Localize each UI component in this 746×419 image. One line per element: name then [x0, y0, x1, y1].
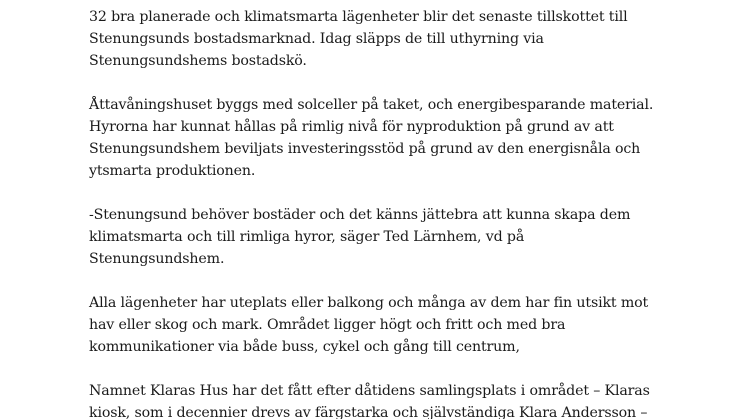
paragraph-line: Alla lägenheter har uteplats eller balkong och många av dem har fin utsikt mot [89, 295, 649, 311]
paragraph-line: hav eller skog och mark. Området ligger högt och fritt och med bra [89, 317, 566, 333]
paragraph-line: Stenungsunds bostadsmarknad. Idag släpps de till uthyrning via [89, 31, 544, 47]
paragraph-2 [89, 94, 689, 182]
paragraph-line: klimatsmarta och till rimliga hyror, säger Ted Lärnhem, vd på [89, 229, 525, 245]
paragraph-line: Hyrorna har kunnat hållas på rimlig nivå för nyproduktion på grund av att [89, 119, 614, 135]
paragraph-line: kiosk, som i decennier drevs av färgstarka och självständiga Klara Andersson – [89, 405, 648, 419]
paragraph-line: Stenungsundshem beviljats investeringsstöd på grund av den energisnåla och [89, 141, 641, 157]
paragraph-line: Åttavåningshuset byggs med solceller på taket, och energibesparande material. [89, 97, 654, 113]
paragraph-1 [89, 6, 689, 72]
article-body [89, 6, 689, 419]
paragraph-line: 32 bra planerade och klimatsmarta lägenheter blir det senaste tillskottet till [89, 9, 628, 25]
paragraph-line: Stenungsundshems bostadskö. [89, 53, 307, 69]
paragraph-line: kommunikationer via både buss, cykel och gång till centrum, [89, 339, 520, 355]
paragraph-3-quote [89, 204, 689, 270]
paragraph-line: Namnet Klaras Hus har det fått efter dåtidens samlingsplats i området – Klaras [89, 383, 650, 399]
paragraph-line: Stenungsundshem. [89, 251, 225, 267]
paragraph-5 [89, 380, 689, 419]
paragraph-4 [89, 292, 689, 358]
paragraph-line: ytsmarta produktionen. [89, 163, 256, 179]
paragraph-line: -Stenungsund behöver bostäder och det känns jättebra att kunna skapa dem [89, 207, 631, 223]
